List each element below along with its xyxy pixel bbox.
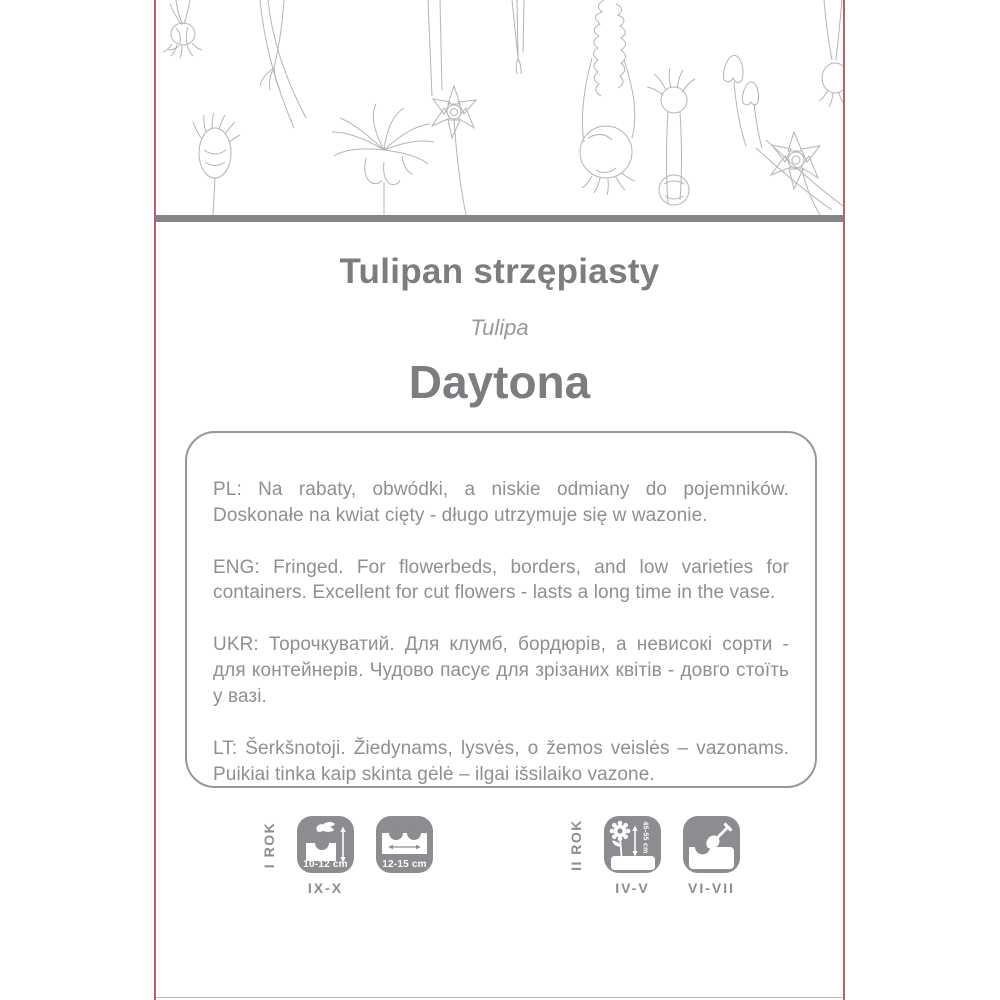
- care-icons-row: [156, 816, 843, 911]
- sketch-bud-stalk: [512, 0, 524, 74]
- variety-name: Daytona: [408, 356, 591, 408]
- dig-up-glyph: [683, 816, 740, 873]
- plant-common-name: Tulipan strzępiasty: [339, 252, 660, 291]
- sketch-seed-capsule: [193, 113, 240, 215]
- spacing-block: [376, 816, 433, 873]
- planting-depth-block: [297, 816, 354, 896]
- digging-months: VI-VII: [687, 880, 735, 896]
- flower-height-block: [604, 816, 661, 896]
- planting-depth-value: 10-12 cm: [303, 859, 348, 870]
- hand-planting-bulb-depth-icon: [297, 816, 354, 873]
- year2-group: [563, 816, 740, 896]
- description-eng: ENG: Fringed. For flowerbeds, borders, and low varieties for containers. Excellent for cut flowers - lasts a long time in the vase.: [213, 556, 789, 604]
- description-lt: LT: Šerkšnotoji. Žiedynams, lysvės, o žemos veislės – vazonams. Puikiai tinka kaip skinta gėlė – ilgai išsilaiko vazone.: [213, 737, 789, 785]
- description-pl: PL: Na rabaty, obwódki, a niskie odmiany do pojemników. Doskonałe na kwiat cięty - długo utrzymuje się w wazonie.: [213, 479, 789, 526]
- sketch-bulb-roots-left: [163, 0, 202, 58]
- sketch-hyacinth: [580, 0, 635, 195]
- botanical-illustration-svg: [156, 0, 843, 215]
- planting-months: IX-X: [307, 880, 344, 896]
- bulb-spacing-icon: [376, 816, 433, 873]
- plant-height-value: 45-55 cm: [641, 821, 649, 854]
- description-ukr: UKR: Торочкуватий. Для клумб, бордюрів, а невисокі сорти - для контейнерів. Чудово пасує для зрізаних квітів - довго стоїть у вазі.: [213, 634, 789, 707]
- flowering-months: IV-V: [615, 880, 650, 896]
- description-box: [185, 431, 817, 788]
- sketch-crown-imperial: [332, 104, 434, 215]
- sketch-narcissus: [756, 132, 843, 215]
- plant-latin-name: Tulipa: [470, 315, 529, 340]
- sketch-bulb-plant-right: [819, 0, 843, 107]
- flower-height-glyph: [604, 816, 661, 873]
- year1-label: I ROK: [261, 821, 277, 868]
- botanical-illustration: [156, 0, 843, 215]
- shovel-dig-up-icon: [683, 816, 740, 873]
- plant-label: [154, 0, 845, 1000]
- digging-block: [683, 816, 740, 896]
- spacing-value: 12-15 cm: [382, 859, 427, 870]
- year2-label: II ROK: [568, 818, 584, 871]
- sketch-daffodil: [428, 0, 476, 215]
- sketch-hairy-seed-head: [647, 68, 695, 205]
- divider-bar: [156, 215, 843, 222]
- year1-group: [256, 816, 433, 896]
- sketch-drooping-flower: [260, 0, 306, 128]
- flower-height-icon: [604, 816, 661, 873]
- sketch-crocus-buds: [724, 55, 763, 148]
